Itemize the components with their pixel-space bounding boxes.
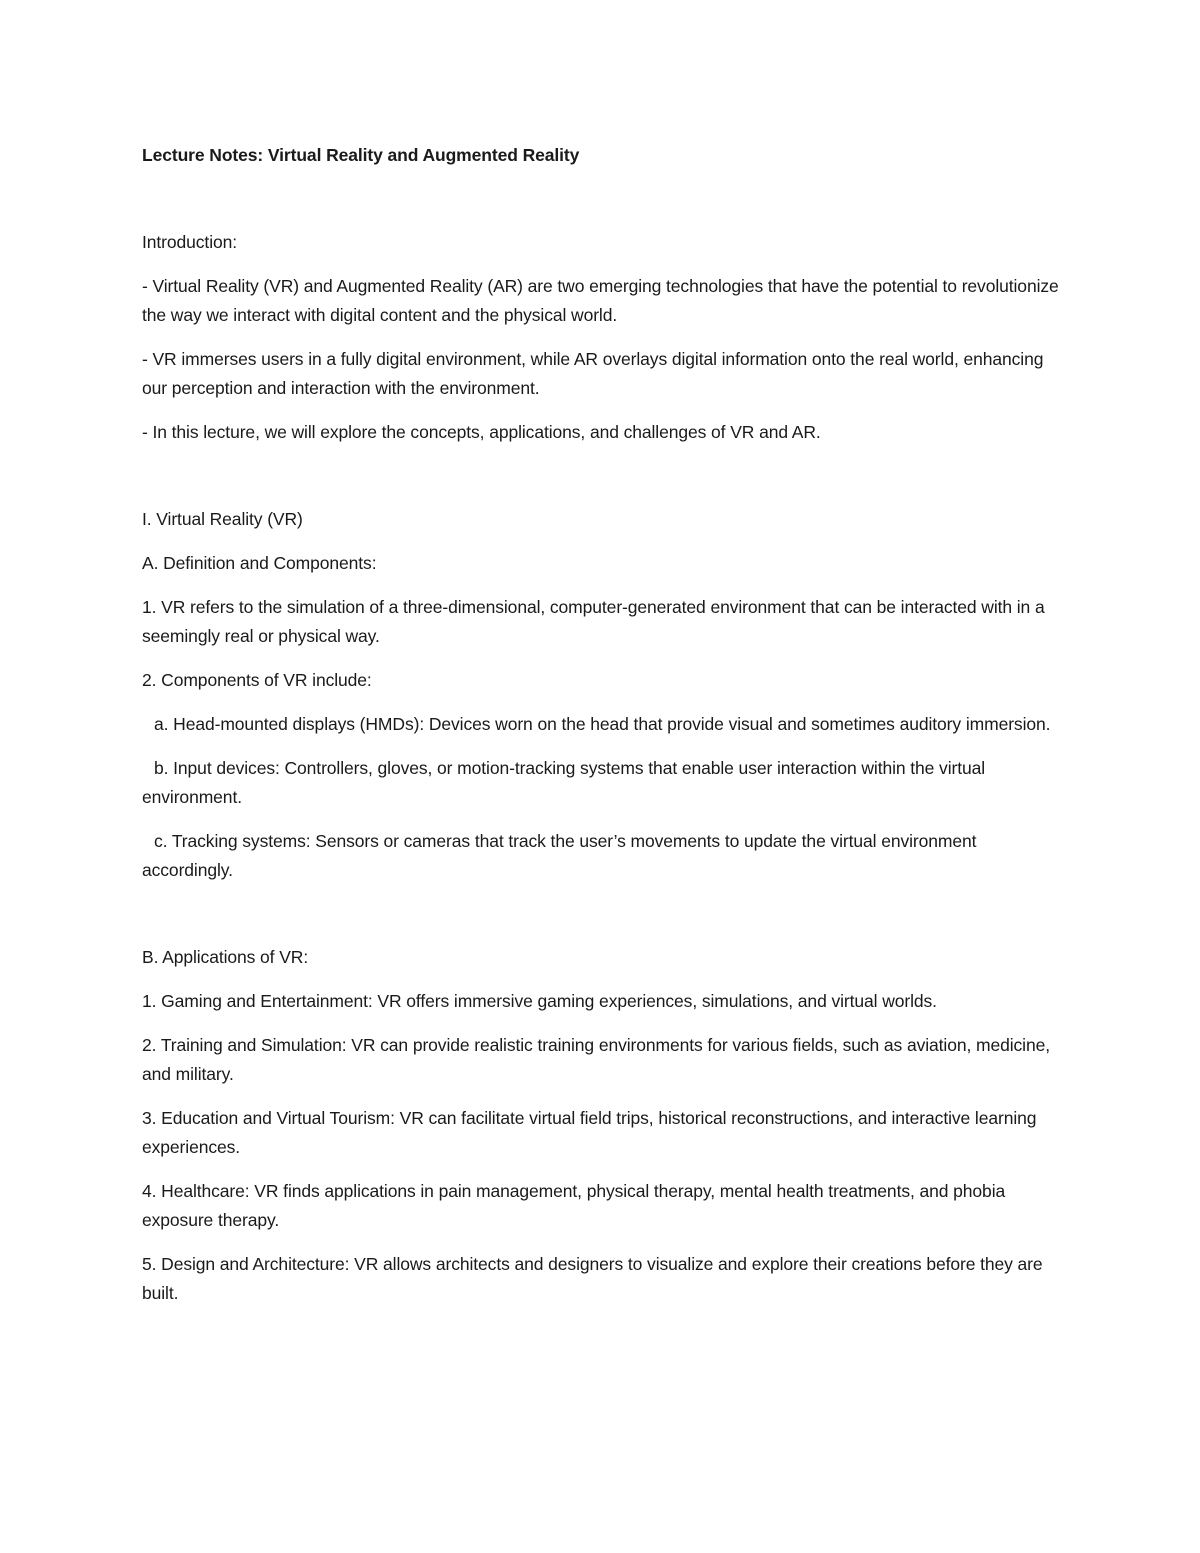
component-subitem: b. Input devices: Controllers, gloves, or motion-tracking systems that enable user interaction within the virtual environment. bbox=[142, 758, 986, 807]
subsection-heading-definition: A. Definition and Components: bbox=[142, 553, 377, 573]
intro-bullet: - VR immerses users in a fully digital environment, while AR overlays digital information onto the real world, enhancing our perception and interaction with the environment. bbox=[142, 349, 1044, 398]
application-item: 1. Gaming and Entertainment: VR offers immersive gaming experiences, simulations, and virtual worlds. bbox=[142, 991, 937, 1011]
application-item: 4. Healthcare: VR finds applications in pain management, physical therapy, mental health treatments, and phobia exposure therapy. bbox=[142, 1181, 1006, 1230]
application-item: 5. Design and Architecture: VR allows architects and designers to visualize and explore their creations before they are built. bbox=[142, 1254, 1043, 1303]
components-item: 2. Components of VR include: bbox=[142, 670, 372, 690]
intro-heading: Introduction: bbox=[142, 232, 238, 252]
application-item: 2. Training and Simulation: VR can provide realistic training environments for various fields, such as aviation, medicine, and military. bbox=[142, 1035, 1050, 1084]
definition-item: 1. VR refers to the simulation of a three-dimensional, computer-generated environment that can be interacted with in a seemingly real or physical way. bbox=[142, 597, 1045, 646]
document-body bbox=[142, 141, 1062, 1323]
component-subitem: c. Tracking systems: Sensors or cameras that track the user’s movements to update the virtual environment accordingly. bbox=[142, 831, 977, 880]
intro-bullet: - In this lecture, we will explore the concepts, applications, and challenges of VR and AR. bbox=[142, 422, 821, 442]
subsection-heading-applications: B. Applications of VR: bbox=[142, 947, 309, 967]
intro-bullet: - Virtual Reality (VR) and Augmented Reality (AR) are two emerging technologies that have the potential to revolutionize the way we interact with digital content and the physical world. bbox=[142, 276, 1059, 325]
section-heading-vr: I. Virtual Reality (VR) bbox=[142, 509, 303, 529]
document-title: Lecture Notes: Virtual Reality and Augmented Reality bbox=[142, 145, 580, 165]
component-subitem: a. Head-mounted displays (HMDs): Devices worn on the head that provide visual and sometimes auditory immersion. bbox=[154, 714, 1051, 734]
application-item: 3. Education and Virtual Tourism: VR can facilitate virtual field trips, historical reconstructions, and interactive learning experiences. bbox=[142, 1108, 1037, 1157]
